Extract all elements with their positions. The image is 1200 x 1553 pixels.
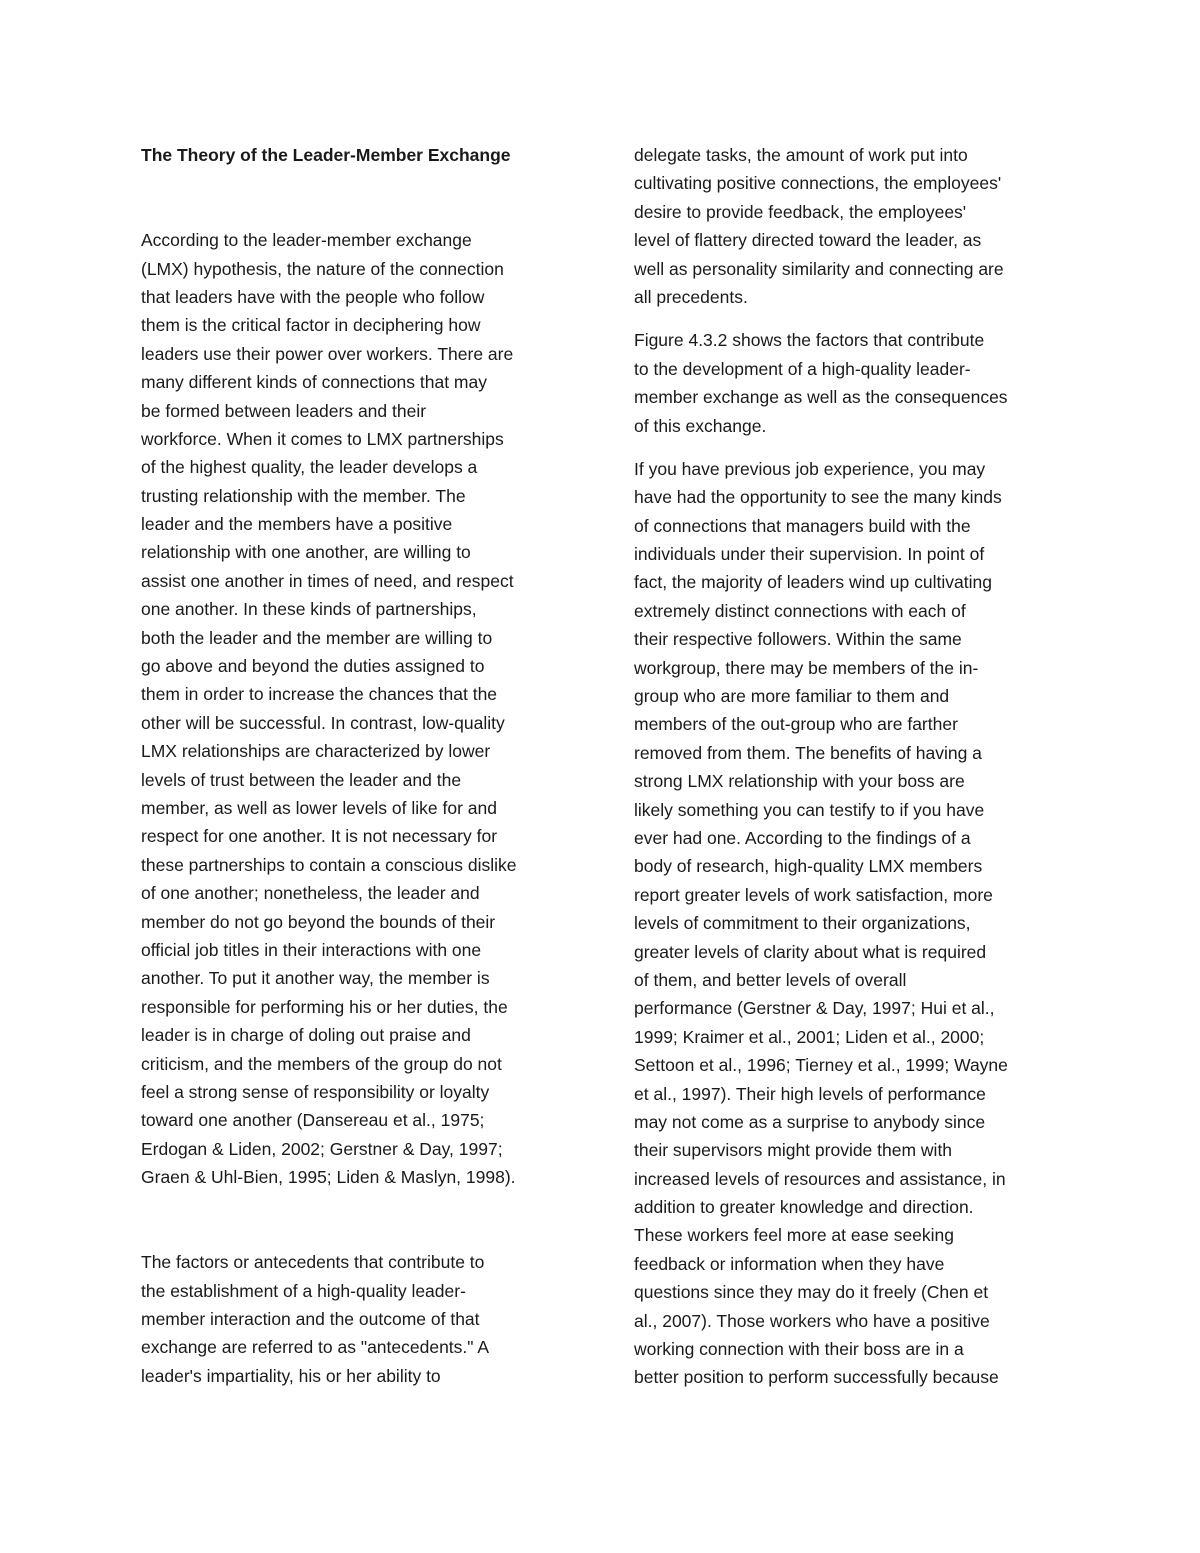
text-line: levels of commitment to their organizations, (634, 913, 971, 934)
text-line: individuals under their supervision. In point of (634, 544, 985, 565)
text-line: member do not go beyond the bounds of their (141, 911, 496, 932)
text-line: another. To put it another way, the member is (141, 968, 490, 989)
text-line: that leaders have with the people who follow (141, 286, 485, 307)
text-line: strong LMX relationship with your boss are (634, 771, 965, 792)
text-line: both the leader and the member are willing to (141, 627, 493, 648)
text-line: al., 2007). Those workers who have a positive (634, 1310, 990, 1331)
paragraph-gap (634, 440, 1074, 455)
text-line: go above and beyond the duties assigned to (141, 656, 485, 677)
text-line: member exchange as well as the consequences (634, 387, 1008, 408)
text-line: These workers feel more at ease seeking (634, 1225, 955, 1246)
text-line: of one another; nonetheless, the leader and (141, 883, 480, 904)
text-line: member interaction and the outcome of that (141, 1309, 480, 1330)
left-paragraph-1 (141, 226, 581, 1191)
text-line: of the highest quality, the leader develops a (141, 457, 478, 478)
text-line: feedback or information when they have (634, 1253, 945, 1274)
left-column (141, 141, 581, 1390)
paragraph-gap (634, 311, 1074, 326)
text-line: greater levels of clarity about what is required (634, 941, 987, 962)
text-line: levels of trust between the leader and the (141, 769, 462, 790)
text-line: trusting relationship with the member. The (141, 485, 466, 506)
text-line: member, as well as lower levels of like for and (141, 798, 497, 818)
text-line: toward one another (Dansereau et al., 1975; (141, 1110, 485, 1131)
text-line: them is the critical factor in deciphering how (141, 315, 481, 336)
text-line: ever had one. According to the findings of a (634, 827, 971, 848)
text-line: extremely distinct connections with each of (634, 600, 966, 621)
text-line: of this exchange. (634, 415, 767, 436)
text-line: working connection with their boss are in a (634, 1339, 964, 1360)
text-line: leader and the members have a positive (141, 514, 453, 535)
text-line: (LMX) hypothesis, the nature of the connection (141, 258, 504, 279)
text-line: level of flattery directed toward the leader, as (634, 230, 982, 251)
text-line: Figure 4.3.2 shows the factors that contribute (634, 330, 985, 351)
text-line: et al., 1997). Their high levels of performance (634, 1083, 986, 1104)
text-line: responsible for performing his or her duties, the (141, 996, 508, 1017)
text-line: exchange are referred to as "antecedents." A (141, 1337, 490, 1358)
paragraph-gap (141, 1191, 581, 1248)
text-line: assist one another in times of need, and respect (141, 570, 514, 591)
text-line: workgroup, there may be members of the in- (634, 657, 979, 678)
text-line: increased levels of resources and assistance, in (634, 1168, 1006, 1189)
text-line: feel a strong sense of responsibility or loyalty (141, 1081, 490, 1102)
right-paragraph-1 (634, 141, 1074, 311)
text-line: delegate tasks, the amount of work put into (634, 145, 968, 165)
left-paragraph-2 (141, 1248, 581, 1390)
text-line: criticism, and the members of the group do not (141, 1053, 502, 1074)
text-line: many different kinds of connections that may (141, 372, 487, 393)
text-line: performance (Gerstner & Day, 1997; Hui et al., (634, 998, 995, 1019)
text-line: Graen & Uhl-Bien, 1995; Liden & Maslyn, 1998). (141, 1167, 516, 1188)
text-line: one another. In these kinds of partnerships, (141, 599, 477, 620)
text-line: leader's impartiality, his or her ability to (141, 1365, 441, 1386)
text-line: better position to perform successfully because (634, 1367, 999, 1388)
text-line: of connections that managers build with the (634, 515, 971, 536)
text-line: be formed between leaders and their (141, 400, 427, 421)
text-line: the establishment of a high-quality leader- (141, 1280, 466, 1301)
text-line: LMX relationships are characterized by lower (141, 741, 491, 762)
text-line: removed from them. The benefits of having a (634, 742, 982, 763)
text-line: leaders use their power over workers. There are (141, 343, 514, 364)
text-line: cultivating positive connections, the employees' (634, 173, 1002, 194)
text-line: official job titles in their interactions with one (141, 939, 482, 960)
text-line: respect for one another. It is not necessary for (141, 826, 498, 847)
text-line: their respective followers. Within the same (634, 629, 962, 650)
text-line: may not come as a surprise to anybody since (634, 1111, 986, 1132)
text-line: body of research, high-quality LMX members (634, 856, 983, 877)
text-line: other will be successful. In contrast, low-quality (141, 712, 505, 733)
text-line: likely something you can testify to if you have (634, 799, 985, 820)
text-line: these partnerships to contain a conscious dislike (141, 854, 517, 875)
document-title: The Theory of the Leader-Member Exchange (141, 145, 511, 165)
text-line: well as personality similarity and connecting are (634, 258, 1004, 279)
text-line: desire to provide feedback, the employees' (634, 201, 967, 222)
right-paragraph-3 (634, 455, 1074, 1392)
text-line: their supervisors might provide them with (634, 1140, 953, 1161)
text-line: If you have previous job experience, you may (634, 458, 986, 479)
text-line: questions since they may do it freely (Chen et (634, 1282, 989, 1303)
text-line: Settoon et al., 1996; Tierney et al., 1999; Wayne (634, 1055, 1008, 1076)
text-line: them in order to increase the chances that the (141, 684, 498, 705)
text-line: According to the leader-member exchange (141, 230, 472, 251)
text-line: fact, the majority of leaders wind up cultivating (634, 572, 992, 593)
text-line: leader is in charge of doling out praise and (141, 1025, 471, 1046)
text-line: report greater levels of work satisfaction, more (634, 884, 993, 905)
text-line: 1999; Kraimer et al., 2001; Liden et al., 2000; (634, 1026, 985, 1047)
text-line: group who are more familiar to them and (634, 686, 950, 707)
text-line: have had the opportunity to see the many kinds (634, 487, 1002, 508)
text-line: to the development of a high-quality leader- (634, 358, 971, 379)
text-line: The factors or antecedents that contribute to (141, 1252, 485, 1273)
text-line: of them, and better levels of overall (634, 969, 907, 990)
text-line: Erdogan & Liden, 2002; Gerstner & Day, 1997; (141, 1138, 503, 1159)
right-column (634, 141, 1074, 1392)
text-line: members of the out-group who are farther (634, 714, 958, 735)
text-line: workforce. When it comes to LMX partnerships (141, 428, 504, 449)
right-paragraph-2 (634, 326, 1074, 440)
text-line: addition to greater knowledge and direction. (634, 1197, 974, 1218)
text-line: relationship with one another, are willing to (141, 542, 471, 563)
text-line: all precedents. (634, 286, 748, 307)
